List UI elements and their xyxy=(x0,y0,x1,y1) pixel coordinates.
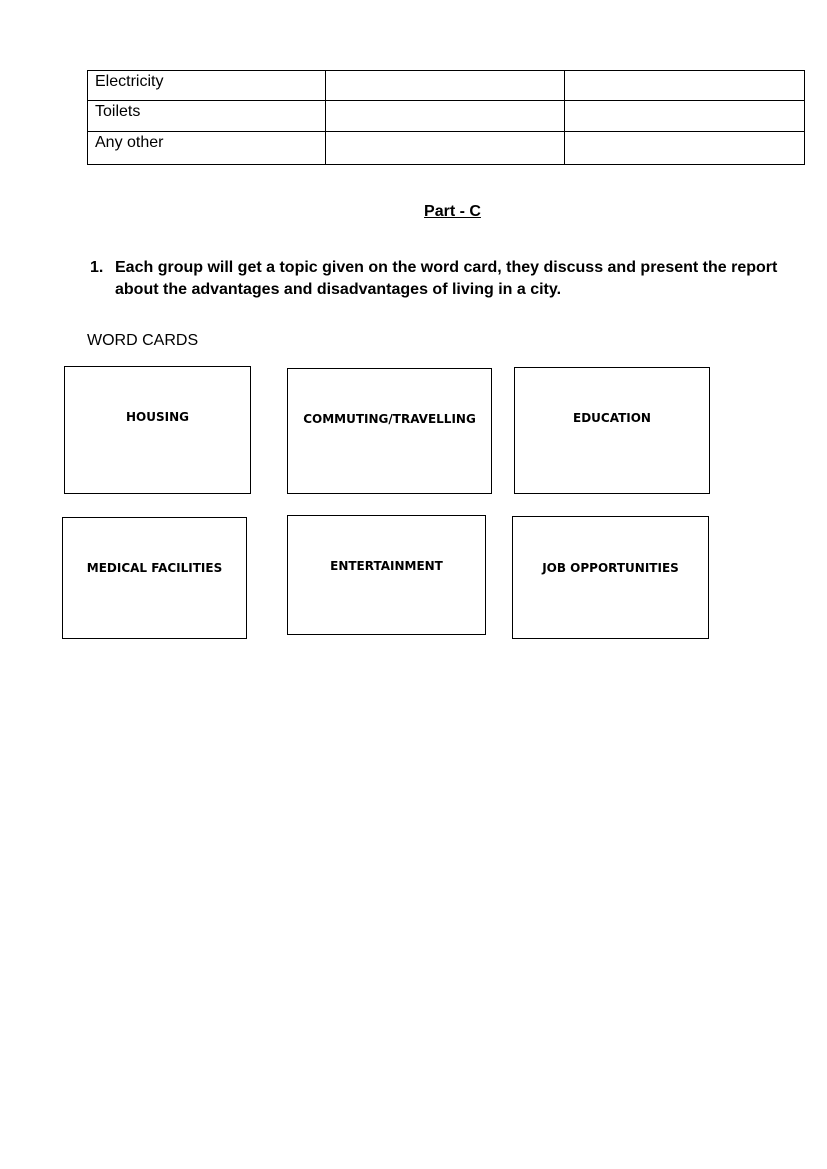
word-card-label: ENTERTAINMENT xyxy=(330,559,443,573)
row-label: Toilets xyxy=(88,101,326,132)
question-text: Each group will get a topic given on the word card, they discuss and present the report about the advantages and disadvantages of living in a city. xyxy=(115,259,778,298)
question-item xyxy=(90,257,790,301)
word-card-medical xyxy=(62,517,247,639)
word-card-housing xyxy=(64,366,251,494)
table-cell xyxy=(565,132,805,165)
table-cell xyxy=(565,71,805,101)
word-card-education xyxy=(514,367,710,494)
part-title: Part - C xyxy=(424,203,481,220)
word-card-label: COMMUTING/TRAVELLING xyxy=(303,412,476,426)
row-label: Any other xyxy=(88,132,326,165)
table-cell xyxy=(326,101,565,132)
row-label: Electricity xyxy=(88,71,326,101)
facilities-table xyxy=(87,70,805,165)
word-card-label: EDUCATION xyxy=(573,411,651,425)
table-row xyxy=(88,101,805,132)
word-card-commuting xyxy=(287,368,492,494)
table-row xyxy=(88,132,805,165)
table-cell xyxy=(326,132,565,165)
word-card-label: HOUSING xyxy=(126,410,189,424)
table-row xyxy=(88,71,805,101)
word-card-entertainment xyxy=(287,515,486,635)
table-cell xyxy=(565,101,805,132)
question-number: 1. xyxy=(90,259,104,276)
word-card-jobs xyxy=(512,516,709,639)
table-cell xyxy=(326,71,565,101)
word-card-label: MEDICAL FACILITIES xyxy=(86,561,223,575)
word-cards-heading: WORD CARDS xyxy=(87,332,199,349)
word-card-label: JOB OPPORTUNITIES xyxy=(542,561,679,575)
